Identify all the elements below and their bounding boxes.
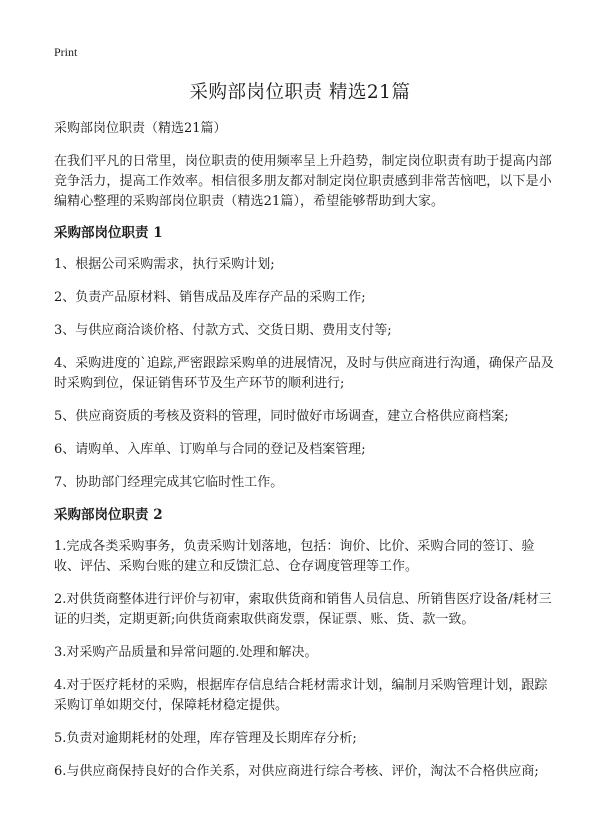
list-item: 2.对供货商整体进行评价与初审，索取供货商和销售人员信息、所销售医疗设备/耗材三证的归类，定期更新;向供货商索取供商发票，保证票、账、货、款一致。 (54, 592, 552, 627)
list-item: 2、负责产品原材料、销售成品及库存产品的采购工作; (54, 290, 366, 305)
list-item: 6.与供应商保持良好的合作关系，对供应商进行综合考核、评价，淘汰不合格供应商; (54, 764, 539, 779)
print-link[interactable]: Print (54, 45, 78, 59)
list-item: 5.负责对逾期耗材的处理，库存管理及长期库存分析; (54, 731, 357, 746)
section-heading: 采购部岗位职责 2 (54, 507, 163, 523)
list-item: 3、与供应商洽谈价格、付款方式、交货日期、费用支付等; (54, 323, 392, 338)
section-2 (54, 506, 554, 782)
list-item: 4.对于医疗耗材的采购，根据库存信息结合耗材需求计划，编制月采购管理计划，跟踪采购订单如期交付，保障耗材稳定提供。 (54, 678, 548, 713)
list-item: 5、供应商资质的考核及资料的管理，同时做好市场调查，建立合格供应商档案; (54, 409, 509, 424)
section-1 (54, 224, 554, 493)
document-body (54, 120, 554, 795)
list-item: 1.完成各类采购事务，负责采购计划落地，包括：询价、比价、采购合同的签订、验收、评估、采购台账的建立和反馈汇总、仓存调度管理等工作。 (54, 539, 535, 574)
list-item: 1、根据公司采购需求，执行采购计划; (54, 257, 275, 272)
list-item: 6、请购单、入库单、订购单与合同的登记及档案管理; (54, 442, 366, 457)
document-subtitle: 采购部岗位职责（精选21篇） (54, 121, 227, 136)
list-item: 4、采购进度的`追踪,严密跟踪采购单的进展情况，及时与供应商进行沟通，确保产品及时采购到位，保证销售环节及生产环节的顺利进行; (54, 356, 554, 391)
section-heading: 采购部岗位职责 1 (54, 225, 163, 241)
list-item: 3.对采购产品质量和异常问题的.处理和解决。 (54, 645, 318, 660)
list-item: 7、协助部门经理完成其它临时性工作。 (54, 475, 284, 490)
intro-paragraph: 在我们平凡的日常里，岗位职责的使用频率呈上升趋势，制定岗位职责有助于提高内部竞争活力，提高工作效率。相信很多朋友都对制定岗位职责感到非常苦恼吧，以下是小编精心整理的采购部岗位职责（精选21篇），希望能够帮助到大家。 (54, 154, 552, 209)
document-title: 采购部岗位职责 精选21篇 (189, 82, 411, 103)
